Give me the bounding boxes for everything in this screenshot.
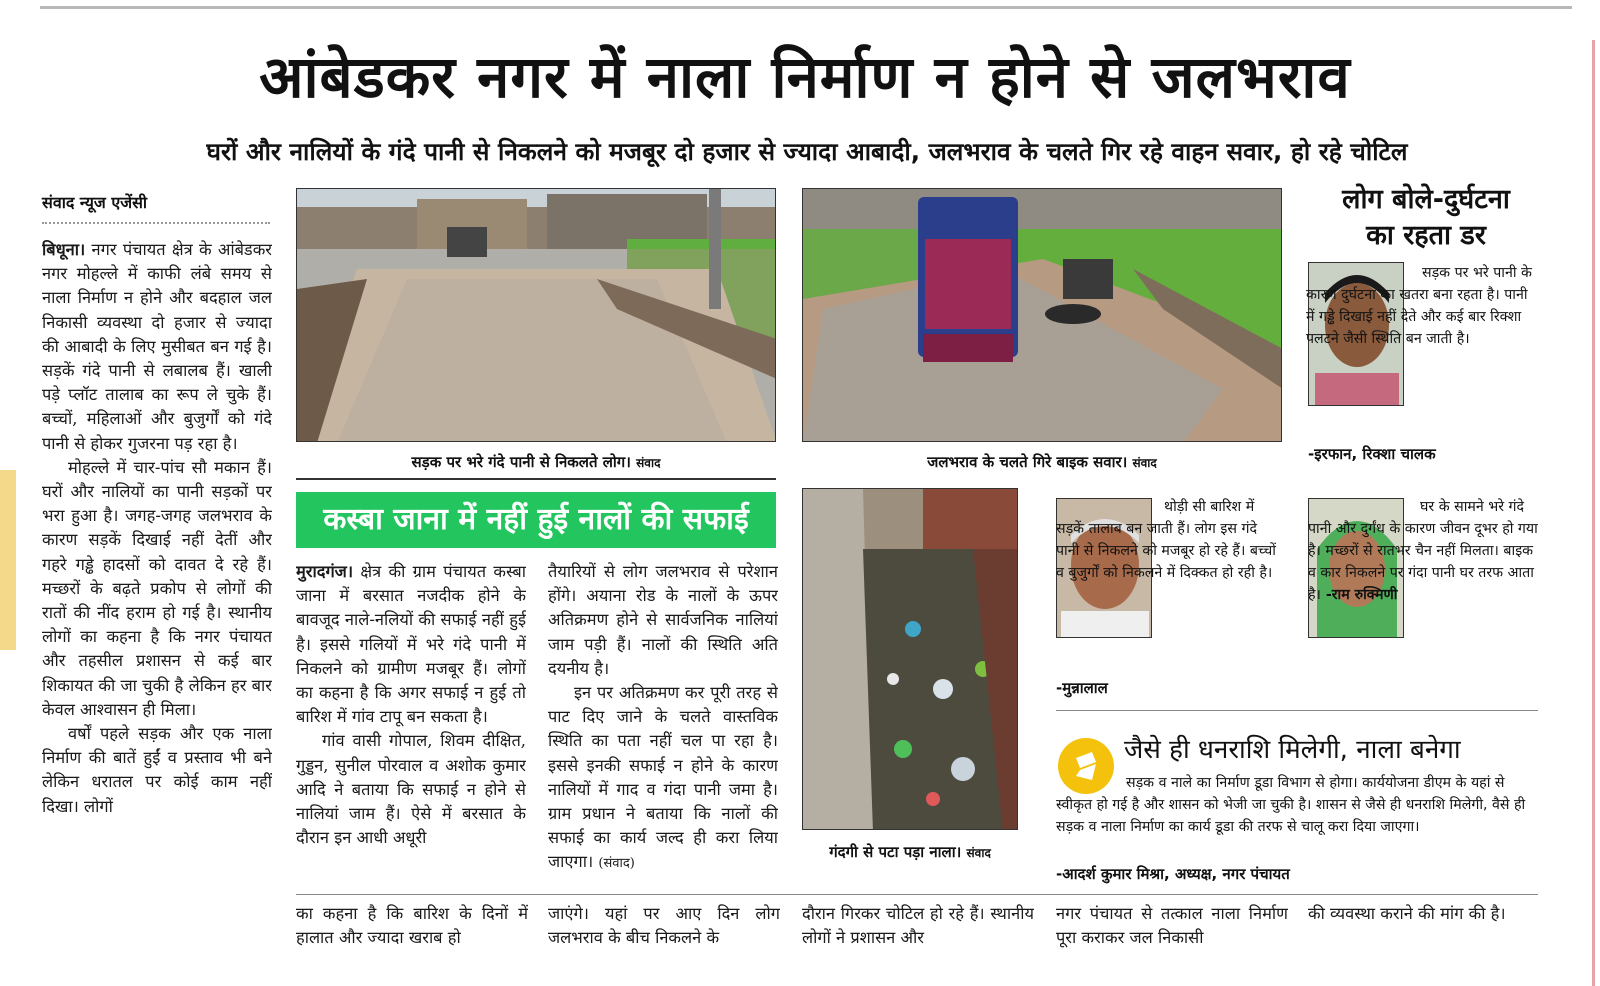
photo3-caption <box>802 842 1018 862</box>
photo3-caption-text: गंदगी से पटा पड़ा नाला। <box>829 843 962 861</box>
official-headline: जैसे ही धनराशि मिलेगी, नाला बनेगा <box>1124 735 1461 765</box>
official-text: सड़क व नाले का निर्माण डूडा विभाग से होगा। कार्ययोजना डीएम के यहां से स्वीकृत हो गई है और शासन को भेजी जा चुकी है। शासन से जैसे ही धनराशि मिलेगी, वैसे ही सड़क व नाला निर्माण का कार्य डूडा की तरफ से चालू करा दिया जाएगा। <box>1056 775 1526 835</box>
continuation-col-a: का कहना है कि बारिश के दिनों में हालात और ज्यादा खराब हो <box>296 904 528 948</box>
second-story-col2 <box>548 560 778 880</box>
official-name: -आदर्श कुमार मिश्रा, अध्यक्ष, नगर पंचायत <box>1056 865 1290 883</box>
adjacent-column-edge <box>0 470 16 650</box>
photo-fallen-bike-riders <box>802 188 1282 442</box>
quote1-name: -इरफान, रिक्शा चालक <box>1308 445 1436 463</box>
photo-row-rule <box>296 478 776 480</box>
byline: संवाद न्यूज एजेंसी <box>42 190 270 224</box>
top-rule <box>40 6 1572 9</box>
second-col1-para2: गांव वासी गोपाल, शिवम दीक्षित, गुड्डन, सुनील पोरवाल व अशोक कुमार आदि ने बताया कि सफाई न होने से नालियां जाम हैं। ऐसे में बरसात के दौरान इन आधी अधूरी <box>296 731 526 848</box>
main-story-para3: वर्षों पहले सड़क और एक नाला निर्माण की बातें हुईं व प्रस्ताव भी बने लेकिन धरातल पर कोई काम नहीं दिखा। लोगों <box>42 724 272 816</box>
second-col1-para1 <box>296 560 526 729</box>
main-story-para1 <box>42 238 272 456</box>
continuation-col-e: की व्यवस्था कराने की मांग की है। <box>1308 904 1506 923</box>
photo2-caption-text: जलभराव के चलते गिरे बाइक सवार। <box>927 453 1128 471</box>
waterlogged-road-image <box>297 189 776 442</box>
second-col2-para2 <box>548 681 778 877</box>
second-col2-para2-text: इन पर अतिक्रमण कर पूरी तरह से पाट दिए जाने के चलते वास्तविक स्थिति का पता नहीं चल पा रहा है। इससे इनकी सफाई न होने के कारण नालियों में गाद व गंदा पानी जमा है। ग्राम प्रधान ने बताया कि नालों की सफाई का कार्य जल्द ही करा लिया जाएगा। <box>548 683 778 872</box>
photo-garbage-drain <box>802 488 1018 830</box>
photo-waterlogged-road <box>296 188 776 442</box>
sidebar-rule <box>1056 710 1538 711</box>
second-col1-para1-text: क्षेत्र की ग्राम पंचायत कस्बा जाना में बरसात नजदीक होने के बावजूद नाले-नलियों की सफाई नहीं हुई है। इससे गलियों में भरे गंदे पानी में निकलने को ग्रामीण मजबूर हैं। लोगों का कहना है कि अगर सफाई न हुई तो बारिश में गांव टापू बन सकता है। <box>296 562 526 727</box>
second-story-col1 <box>296 560 526 880</box>
continuation-col-d: नगर पंचायत से तत्काल नाला निर्माण पूरा कराकर जल निकासी <box>1056 904 1288 948</box>
photo1-credit: संवाद <box>636 456 661 470</box>
main-story-column <box>42 238 272 950</box>
main-story-para2: मोहल्ले में चार-पांच सौ मकान हैं। घरों और नालियों का पानी सड़कों पर भरा हुआ है। जगह-जगह जलभराव के कारण सड़कें दिखाई नहीं देतीं और गहरे गड्ढे हादसों को दावत दे रहे हैं। मच्छरों के बढ़ते प्रकोप से लोगों की रातों की नींद हराम हो गई है। स्थानीय लोगों का कहना है कि नगर पंचायत और तहसील प्रशासन से कई बार शिकायत की जा चुकी है लेकिन हर बार केवल आश्वासन ही मिला। <box>42 457 272 719</box>
second-col2-para1: तैयारियों से लोग जलभराव से परेशान होंगे। अयाना रोड के नालों के ऊपर अतिक्रमण होने से सार्वजनिक नालियां जाम पड़ी हैं। नालों की स्थिति अति दयनीय है। <box>548 562 778 678</box>
continuation-col-b: जाएंगे। यहां पर आए दिन लोग जलभराव के बीच निकलने के <box>548 904 780 948</box>
right-page-border <box>1592 40 1600 986</box>
sub-headline: घरों और नालियों के गंदे पानी से निकलने को मजबूर दो हजार से ज्यादा आबादी, जलभराव के चलते गिर रहे वाहन सवार, हो रहे चोटिल <box>206 137 1408 166</box>
quote2-text: थोड़ी सी बारिश में सड़कें तालाब बन जाती हैं। लोग इस गंदे पानी से निकलने को मजबूर हो रहे हैं। बच्चों व बुजुर्गों को निकलने में दिक्कत हो रही है। <box>1056 499 1276 581</box>
sidebar-heading-line2: का रहता डर <box>1366 220 1486 251</box>
photo2-caption <box>802 452 1282 472</box>
second-dateline: मुरादगंज। <box>296 562 354 581</box>
photo1-caption <box>296 452 776 472</box>
fallen-bike-image <box>803 189 1282 442</box>
para1-text: नगर पंचायत क्षेत्र के आंबेडकर नगर मोहल्ले में काफी लंबे समय से नाला निर्माण न होने और बदहाल जल निकासी व्यवस्था दो हजार से ज्यादा की आबादी के लिए मुसीबत बन गई है। सड़कें गंदे पानी से लबालब हैं। खाली पड़े प्लॉट तालाब का रूप ले चुके हैं। बच्चों, महिलाओं और बुजुर्गों को गंदे पानी से होकर गुजरना पड़ रहा है। <box>42 240 272 453</box>
quote1-text: सड़क पर भरे पानी के कारण दुर्घटना का खतरा बना रहता है। पानी में गड्ढे दिखाई नहीं देते और कई बार रिक्शा पलटने जैसी स्थिति बन जाती है। <box>1306 265 1532 347</box>
photo2-credit: संवाद <box>1132 456 1157 470</box>
quote2-name: -मुन्नालाल <box>1056 679 1108 697</box>
quote3-name-inline: -राम रुक्मिणी <box>1320 587 1398 603</box>
photo1-caption-text: सड़क पर भरे गंदे पानी से निकलते लोग। <box>411 453 631 471</box>
garbage-drain-image <box>803 489 1018 830</box>
page-headline: आंबेडकर नगर में नाला निर्माण न होने से जलभराव <box>259 43 1351 111</box>
continuation-col-c: दौरान गिरकर चोटिल हो रहे हैं। स्थानीय लोगों ने प्रशासन और <box>802 904 1034 948</box>
second-col2-credit: (संवाद) <box>598 856 635 872</box>
bottom-rule <box>296 894 1538 895</box>
sidebar-heading <box>1296 182 1556 254</box>
second-story-headline: कस्बा जाना में नहीं हुई नालों की सफाई <box>296 492 776 548</box>
sidebar-heading-line1: लोग बोले-दुर्घटना <box>1342 184 1510 215</box>
dateline: बिधूना। <box>42 240 86 259</box>
photo3-credit: संवाद <box>966 846 991 860</box>
quote3-text: घर के सामने भरे गंदे पानी और दुर्गंध के कारण जीवन दूभर हो गया है। मच्छरों से रातभर चैन नहीं मिलता। बाइक व कार निकलने पर गंदा पानी घर तरफ आता है। -राम रुक्मिणी <box>1308 499 1538 603</box>
